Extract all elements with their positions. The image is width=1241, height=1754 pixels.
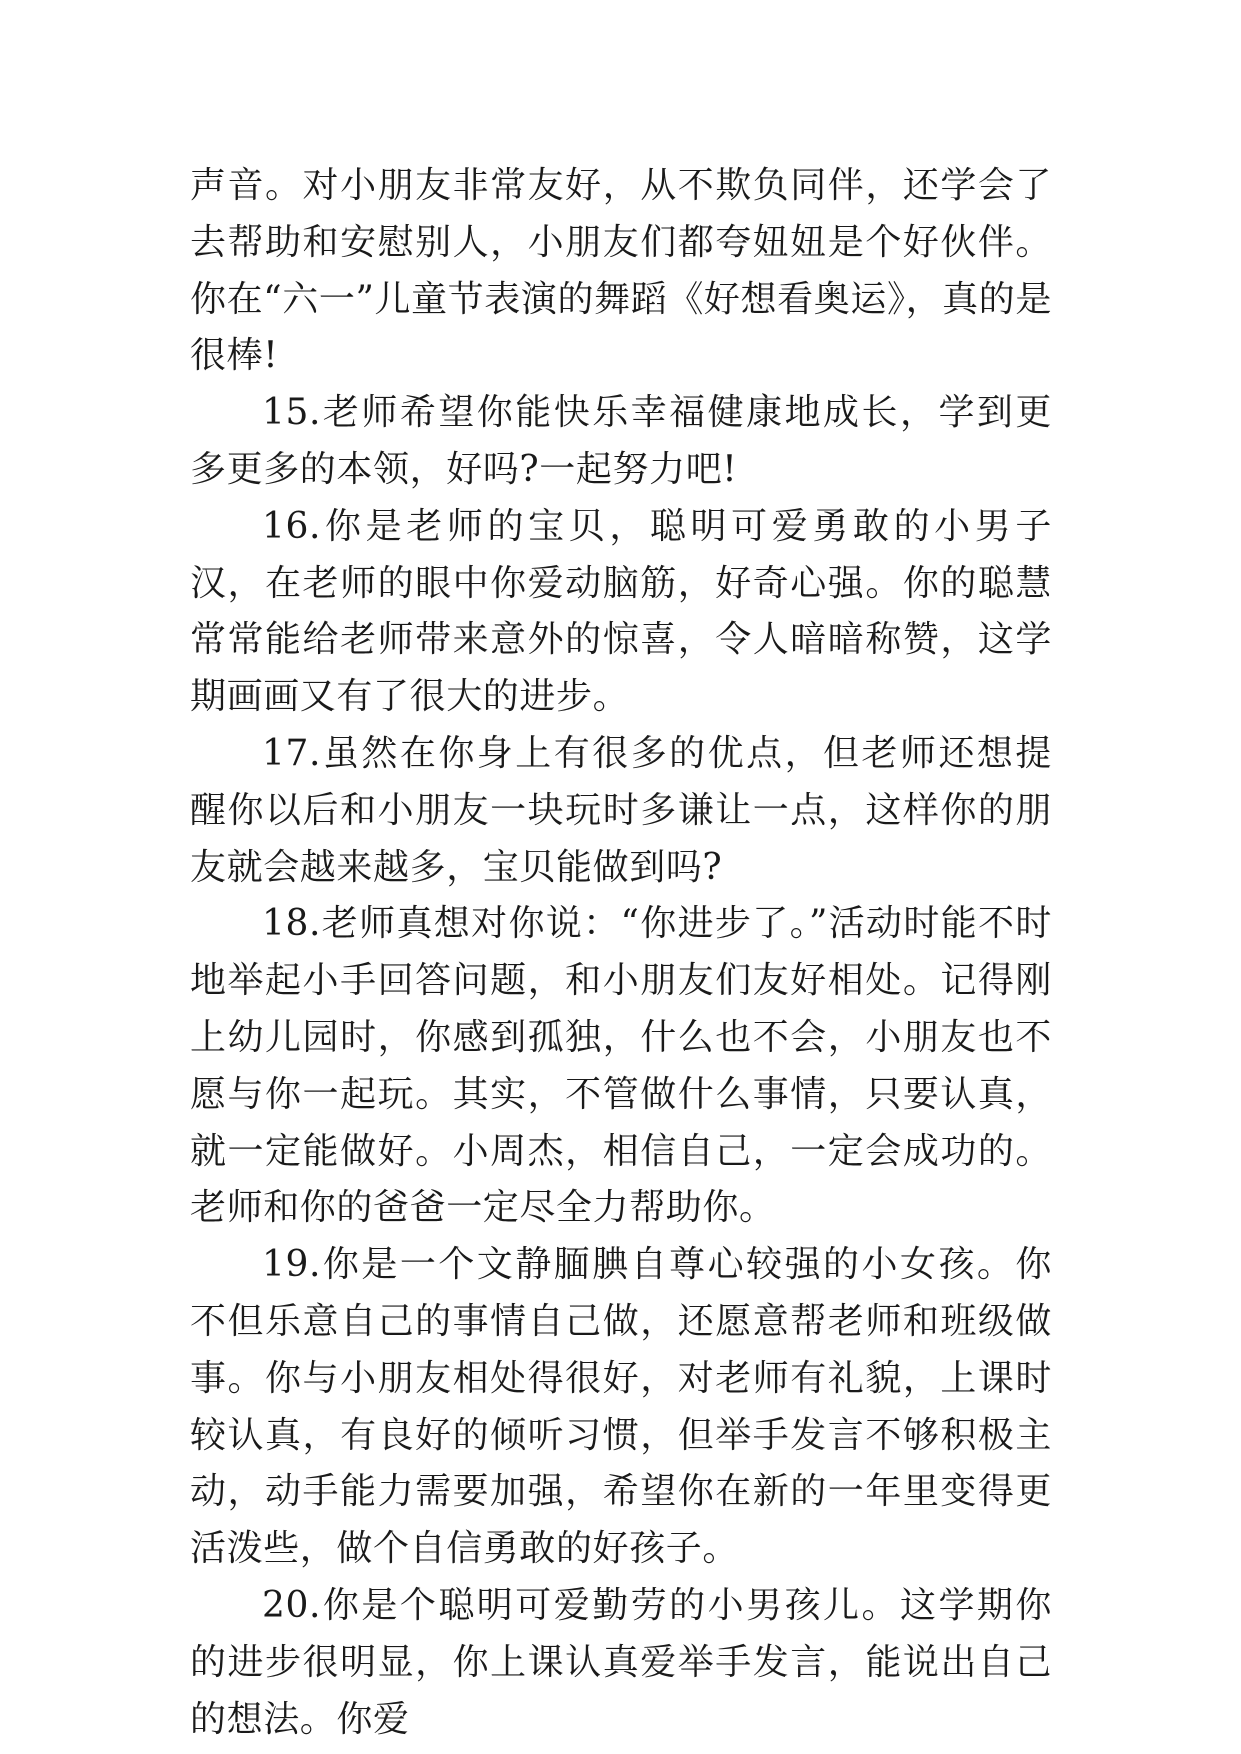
document-body: [190, 158, 1052, 1748]
paragraph-17: 17.虽然在你身上有很多的优点，但老师还想提醒你以后和小朋友一块玩时多谦让一点，这样你的朋友就会越来越多，宝贝能做到吗?: [190, 732, 1052, 888]
paragraph-18: 18.老师真想对你说：“你进步了。”活动时能不时地举起小手回答问题，和小朋友们友好相处。记得刚上幼儿园时，你感到孤独，什么也不会，小朋友也不愿与你一起玩。其实，不管做什么事情，只要认真，就一定能做好。小周杰，相信自己，一定会成功的。老师和你的爸爸一定尽全力帮助你。: [190, 903, 1052, 1229]
paragraph-14-continued: 声音。对小朋友非常友好，从不欺负同伴，还学会了去帮助和安慰别人，小朋友们都夸妞妞是个好伙伴。你在“六一”儿童节表演的舞蹈《好想看奥运》，真的是很棒!: [190, 165, 1052, 377]
paragraph-20: 20.你是个聪明可爱勤劳的小男孩儿。这学期你的进步很明显，你上课认真爱举手发言，能说出自己的想法。你爱: [190, 1584, 1052, 1740]
paragraph-15: 15.老师希望你能快乐幸福健康地成长，学到更多更多的本领，好吗?一起努力吧!: [190, 392, 1052, 490]
paragraph-16: 16.你是老师的宝贝，聪明可爱勇敢的小男子汉，在老师的眼中你爱动脑筋，好奇心强。你的聪慧常常能给老师带来意外的惊喜，令人暗暗称赞，这学期画画又有了很大的进步。: [190, 505, 1052, 718]
paragraph-19: 19.你是一个文静腼腆自尊心较强的小女孩。你不但乐意自己的事情自己做，还愿意帮老师和班级做事。你与小朋友相处得很好，对老师有礼貌，上课时较认真，有良好的倾听习惯，但举手发言不够积极主动，动手能力需要加强，希望你在新的一年里变得更活泼些，做个自信勇敢的好孩子。: [190, 1244, 1052, 1570]
